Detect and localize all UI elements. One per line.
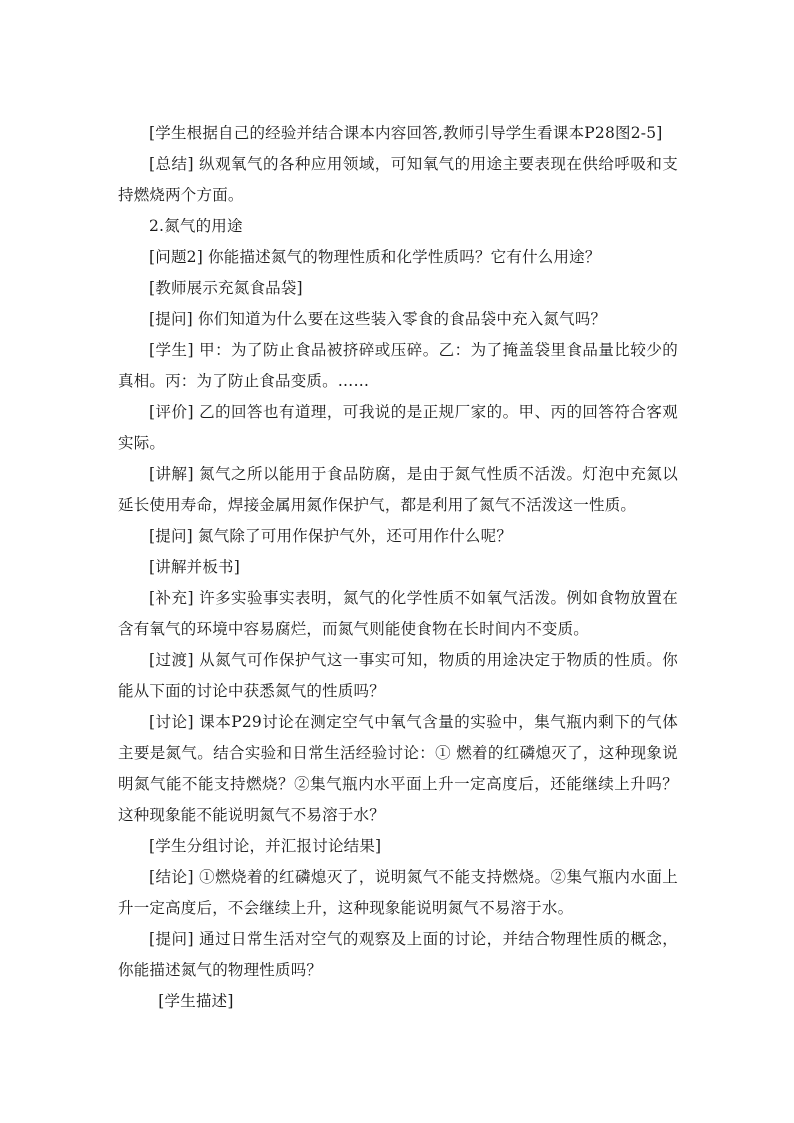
paragraph-teacher-demo: [教师展示充氮食品袋] bbox=[149, 279, 303, 297]
paragraph-conclusion: [结论] ①燃烧着的红磷熄灭了，说明氮气不能支持燃烧。②集气瓶内水面上升一定高度后，不会继续上升，这种现象能说明氮气不易溶于水。 bbox=[118, 868, 678, 917]
paragraph-question-2: [问题2] 你能描述氮气的物理性质和化学性质吗？它有什么用途？ bbox=[149, 248, 601, 266]
paragraph-ask-food-bag: [提问] 你们知道为什么要在这些装入零食的食品袋中充入氮气吗？ bbox=[149, 310, 607, 328]
section-heading-nitrogen-uses: 2.氮气的用途 bbox=[149, 217, 243, 235]
paragraph-student-answer: [学生根据自己的经验并结合课本内容回答,教师引导学生看课本P28图2-5] bbox=[149, 124, 663, 142]
document-body bbox=[118, 118, 678, 1017]
paragraph-discussion: [讨论] 课本P29讨论在测定空气中氧气含量的实验中，集气瓶内剩下的气体主要是氮气。结合实验和日常生活经验讨论：① 燃着的红磷熄灭了，这种现象说明氮气能不能支持燃烧？②集气瓶内水平面上升一定高度后，还能继续上升吗？这种现象能不能说明氮气不易溶于水？ bbox=[118, 713, 678, 824]
paragraph-ask-physical-properties: [提问] 通过日常生活对空气的观察及上面的讨论，并结合物理性质的概念，你能描述氮气的物理性质吗？ bbox=[118, 930, 678, 979]
paragraph-summary: [总结] 纵观氧气的各种应用领域，可知氧气的用途主要表现在供给呼吸和支持燃烧两个方面。 bbox=[118, 155, 678, 204]
paragraph-explanation: [讲解] 氮气之所以能用于食品防腐，是由于氮气性质不活泼。灯泡中充氮以延长使用寿命，焊接金属用氮作保护气，都是利用了氮气不活泼这一性质。 bbox=[118, 465, 678, 514]
paragraph-student-responses: [学生] 甲：为了防止食品被挤碎或压碎。乙：为了掩盖袋里食品量比较少的真相。丙：为了防止食品变质。…… bbox=[118, 341, 678, 390]
paragraph-group-discussion: [学生分组讨论，并汇报讨论结果] bbox=[149, 837, 382, 855]
paragraph-ask-other-uses: [提问] 氮气除了可用作保护气外，还可用作什么呢？ bbox=[149, 527, 513, 545]
paragraph-explain-board: [讲解并板书] bbox=[149, 558, 240, 576]
paragraph-supplement: [补充] 许多实验事实表明，氮气的化学性质不如氧气活泼。例如食物放置在含有氧气的环境中容易腐烂，而氮气则能使食物在长时间内不变质。 bbox=[118, 589, 678, 638]
paragraph-transition: [过渡] 从氮气可作保护气这一事实可知，物质的用途决定于物质的性质。你能从下面的讨论中获悉氮气的性质吗？ bbox=[118, 651, 678, 700]
paragraph-student-describe: [学生描述] bbox=[158, 992, 234, 1010]
paragraph-evaluation: [评价] 乙的回答也有道理，可我说的是正规厂家的。甲、丙的回答符合客观实际。 bbox=[118, 403, 678, 452]
